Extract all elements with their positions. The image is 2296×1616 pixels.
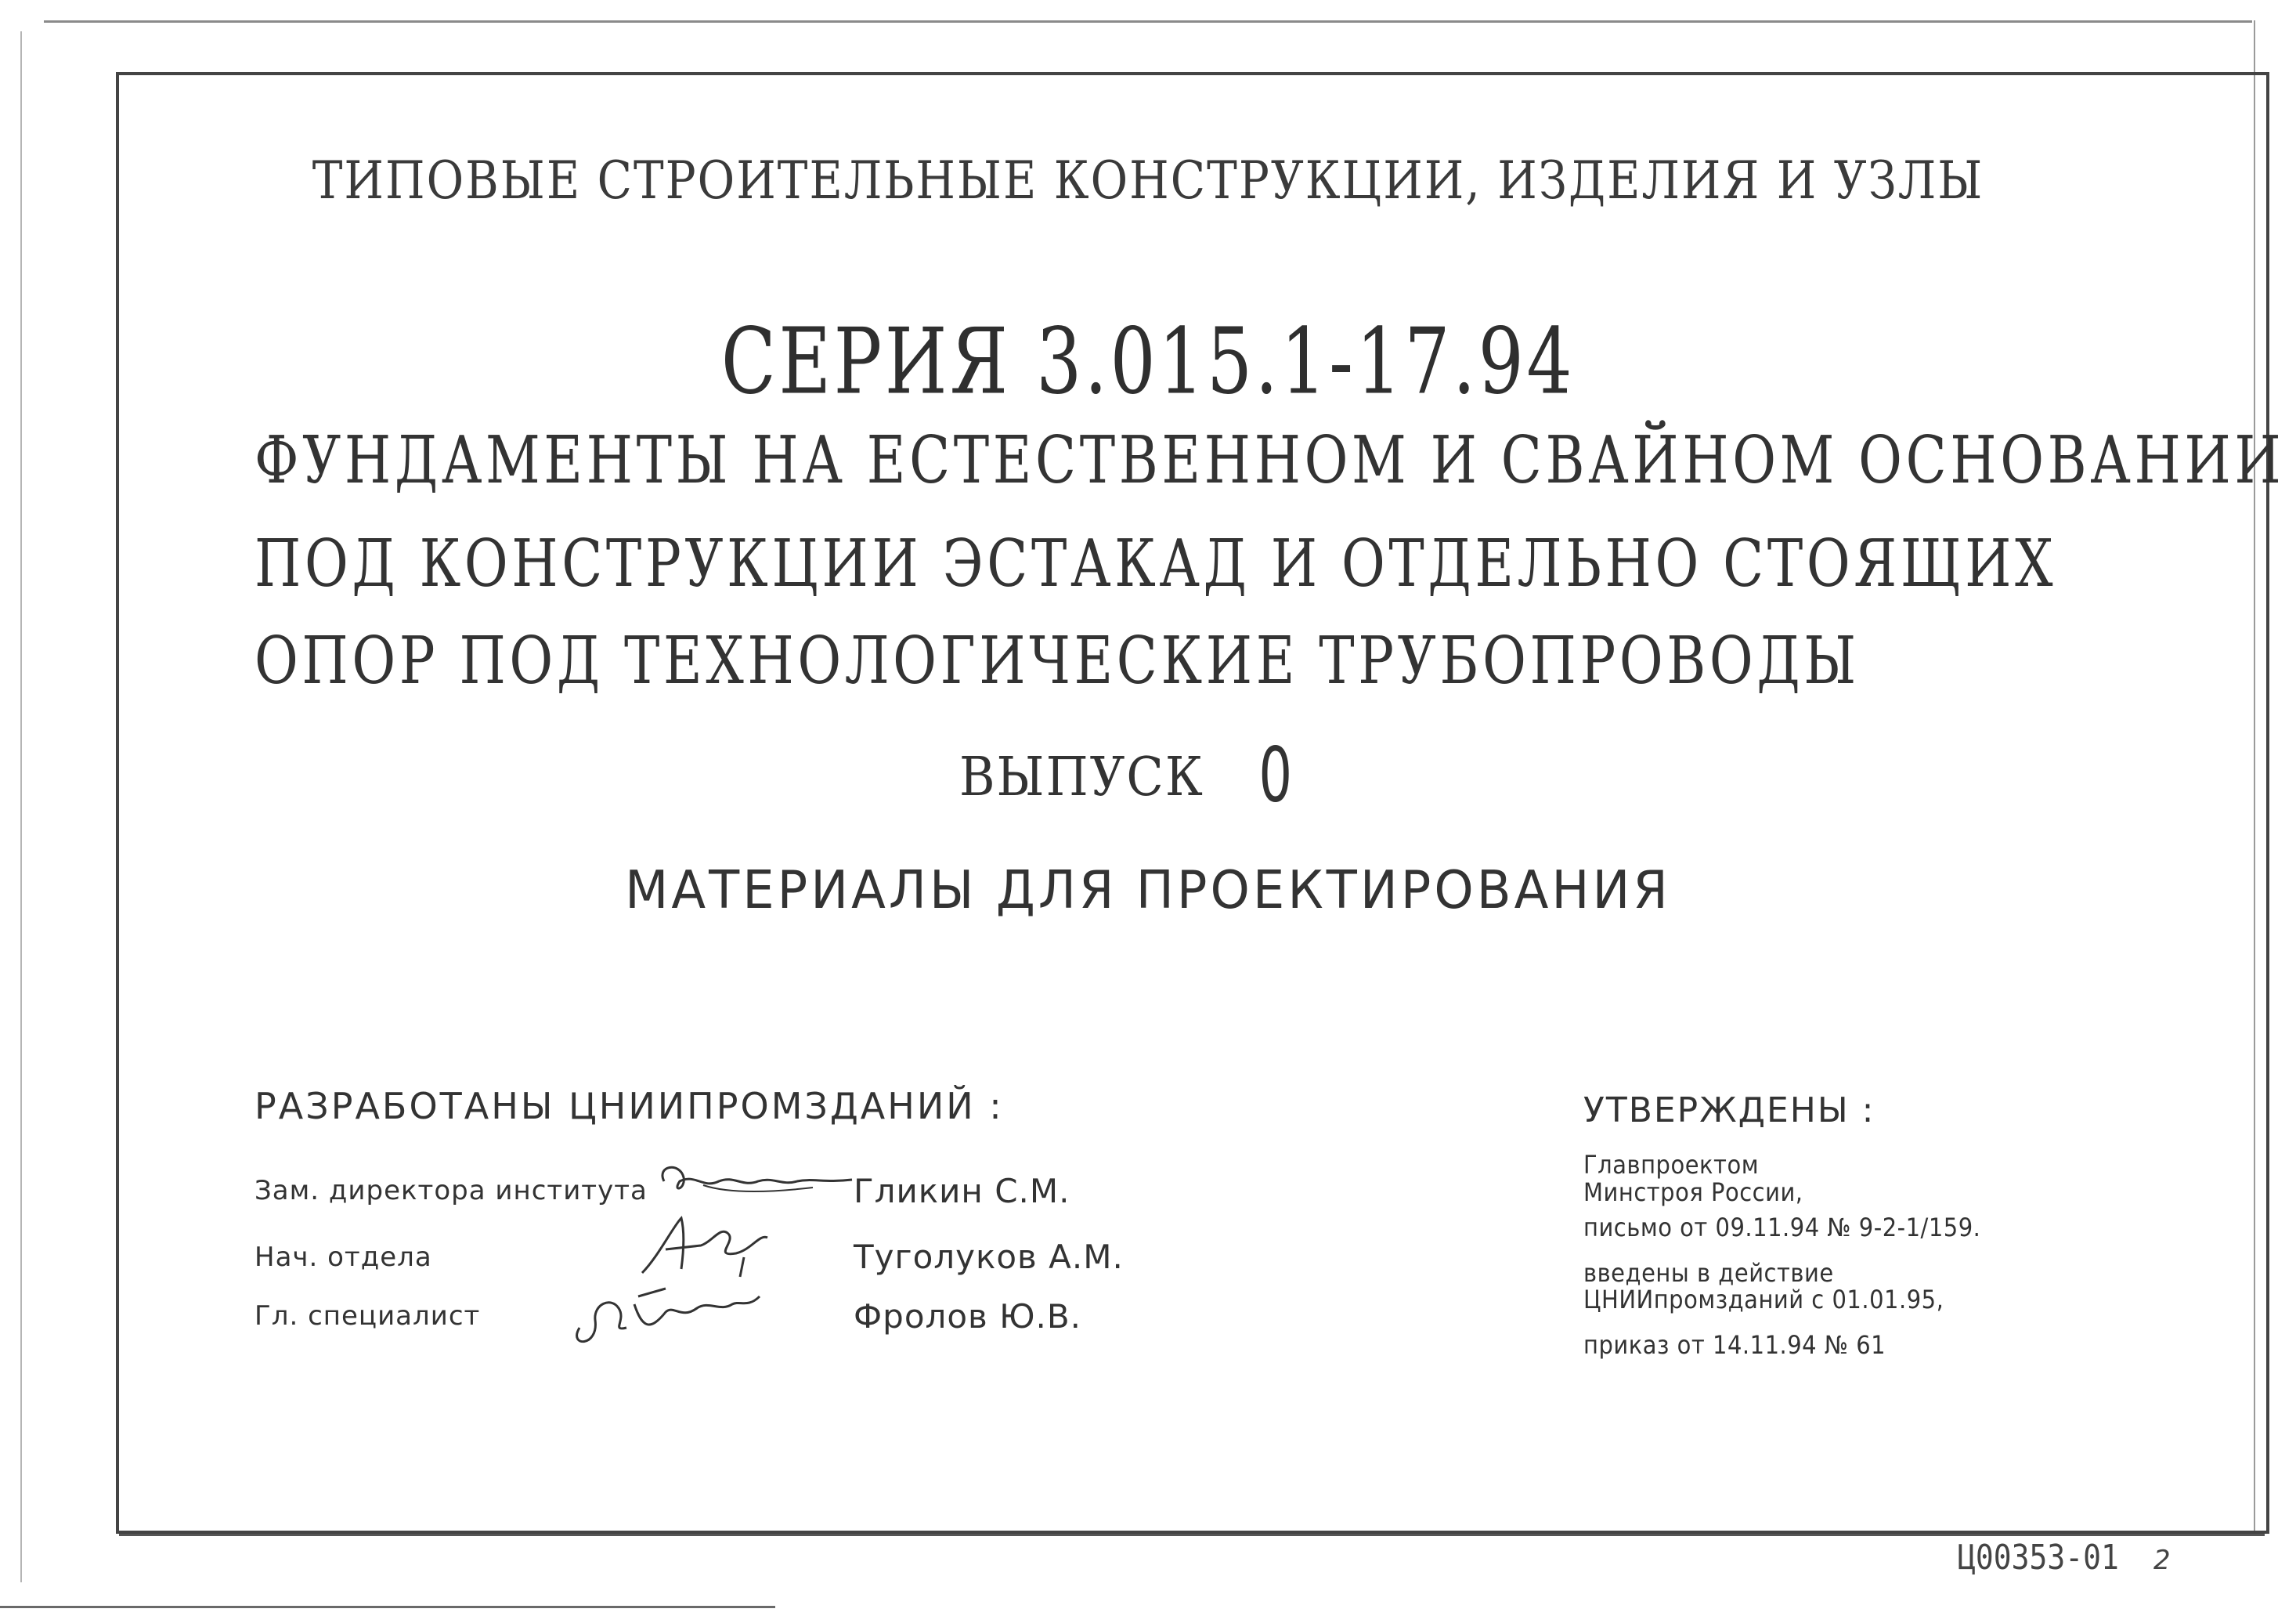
developer-name-3: Фролов Ю.В.	[854, 1297, 1082, 1336]
main-title-line-2: ПОД КОНСТРУКЦИИ ЭСТАКАД И ОТДЕЛЬНО СТОЯЩИХ	[255, 526, 2057, 602]
approval-line-1: Главпроектом	[1583, 1150, 1760, 1180]
approval-line-2: Минстроя России,	[1583, 1177, 1803, 1207]
developer-role-1: Зам. директора института	[255, 1175, 648, 1206]
developer-role-3: Гл. специалист	[255, 1300, 481, 1332]
main-title-line-3: ОПОР ПОД ТЕХНОЛОГИЧЕСКИЕ ТРУБОПРОВОДЫ	[255, 624, 1860, 700]
signature-glikin	[656, 1158, 860, 1205]
issue-number: 0	[1258, 730, 1293, 819]
scan-edge-bottom	[0, 1606, 775, 1608]
page-number: 2	[2153, 1545, 2171, 1576]
signature-frolov	[564, 1273, 767, 1351]
developer-name-2: Туголуков А.М.	[854, 1238, 1124, 1276]
subtitle: МАТЕРИАЛЫ ДЛЯ ПРОЕКТИРОВАНИЯ	[625, 860, 1671, 921]
developer-name-1: Гликин С.М.	[854, 1172, 1070, 1210]
header-title: ТИПОВЫЕ СТРОИТЕЛЬНЫЕ КОНСТРУКЦИИ, ИЗДЕЛИЯ И УЗЛЫ	[312, 149, 1984, 211]
issue-label: ВЫПУСК	[959, 745, 1204, 808]
drawing-frame-bottom-line	[119, 1534, 2265, 1536]
main-title-line-1: ФУНДАМЕНТЫ НА ЕСТЕСТВЕННОМ И СВАЙНОМ ОСНОВАНИИ	[255, 423, 2285, 499]
approval-line-6: приказ от 14.11.94 № 61	[1583, 1330, 1886, 1360]
approval-line-5: ЦНИИпромзданий с 01.01.95,	[1583, 1285, 1944, 1314]
approval-line-4: введены в действие	[1583, 1258, 1834, 1288]
scan-edge-left	[20, 31, 22, 1582]
developers-title: РАЗРАБОТАНЫ ЦНИИПРОМЗДАНИЙ :	[255, 1085, 1004, 1127]
developer-role-2: Нач. отдела	[255, 1242, 432, 1273]
scan-edge-top	[44, 20, 2252, 23]
approval-line-3: письмо от 09.11.94 № 9-2-1/159.	[1583, 1213, 1981, 1242]
series-label: СЕРИЯ 3.015.1-17.94	[720, 307, 1576, 415]
approval-title: УТВЕРЖДЕНЫ :	[1583, 1090, 1875, 1130]
document-code: Ц00353-01	[1958, 1537, 2119, 1578]
signature-tugolukov	[626, 1210, 807, 1281]
